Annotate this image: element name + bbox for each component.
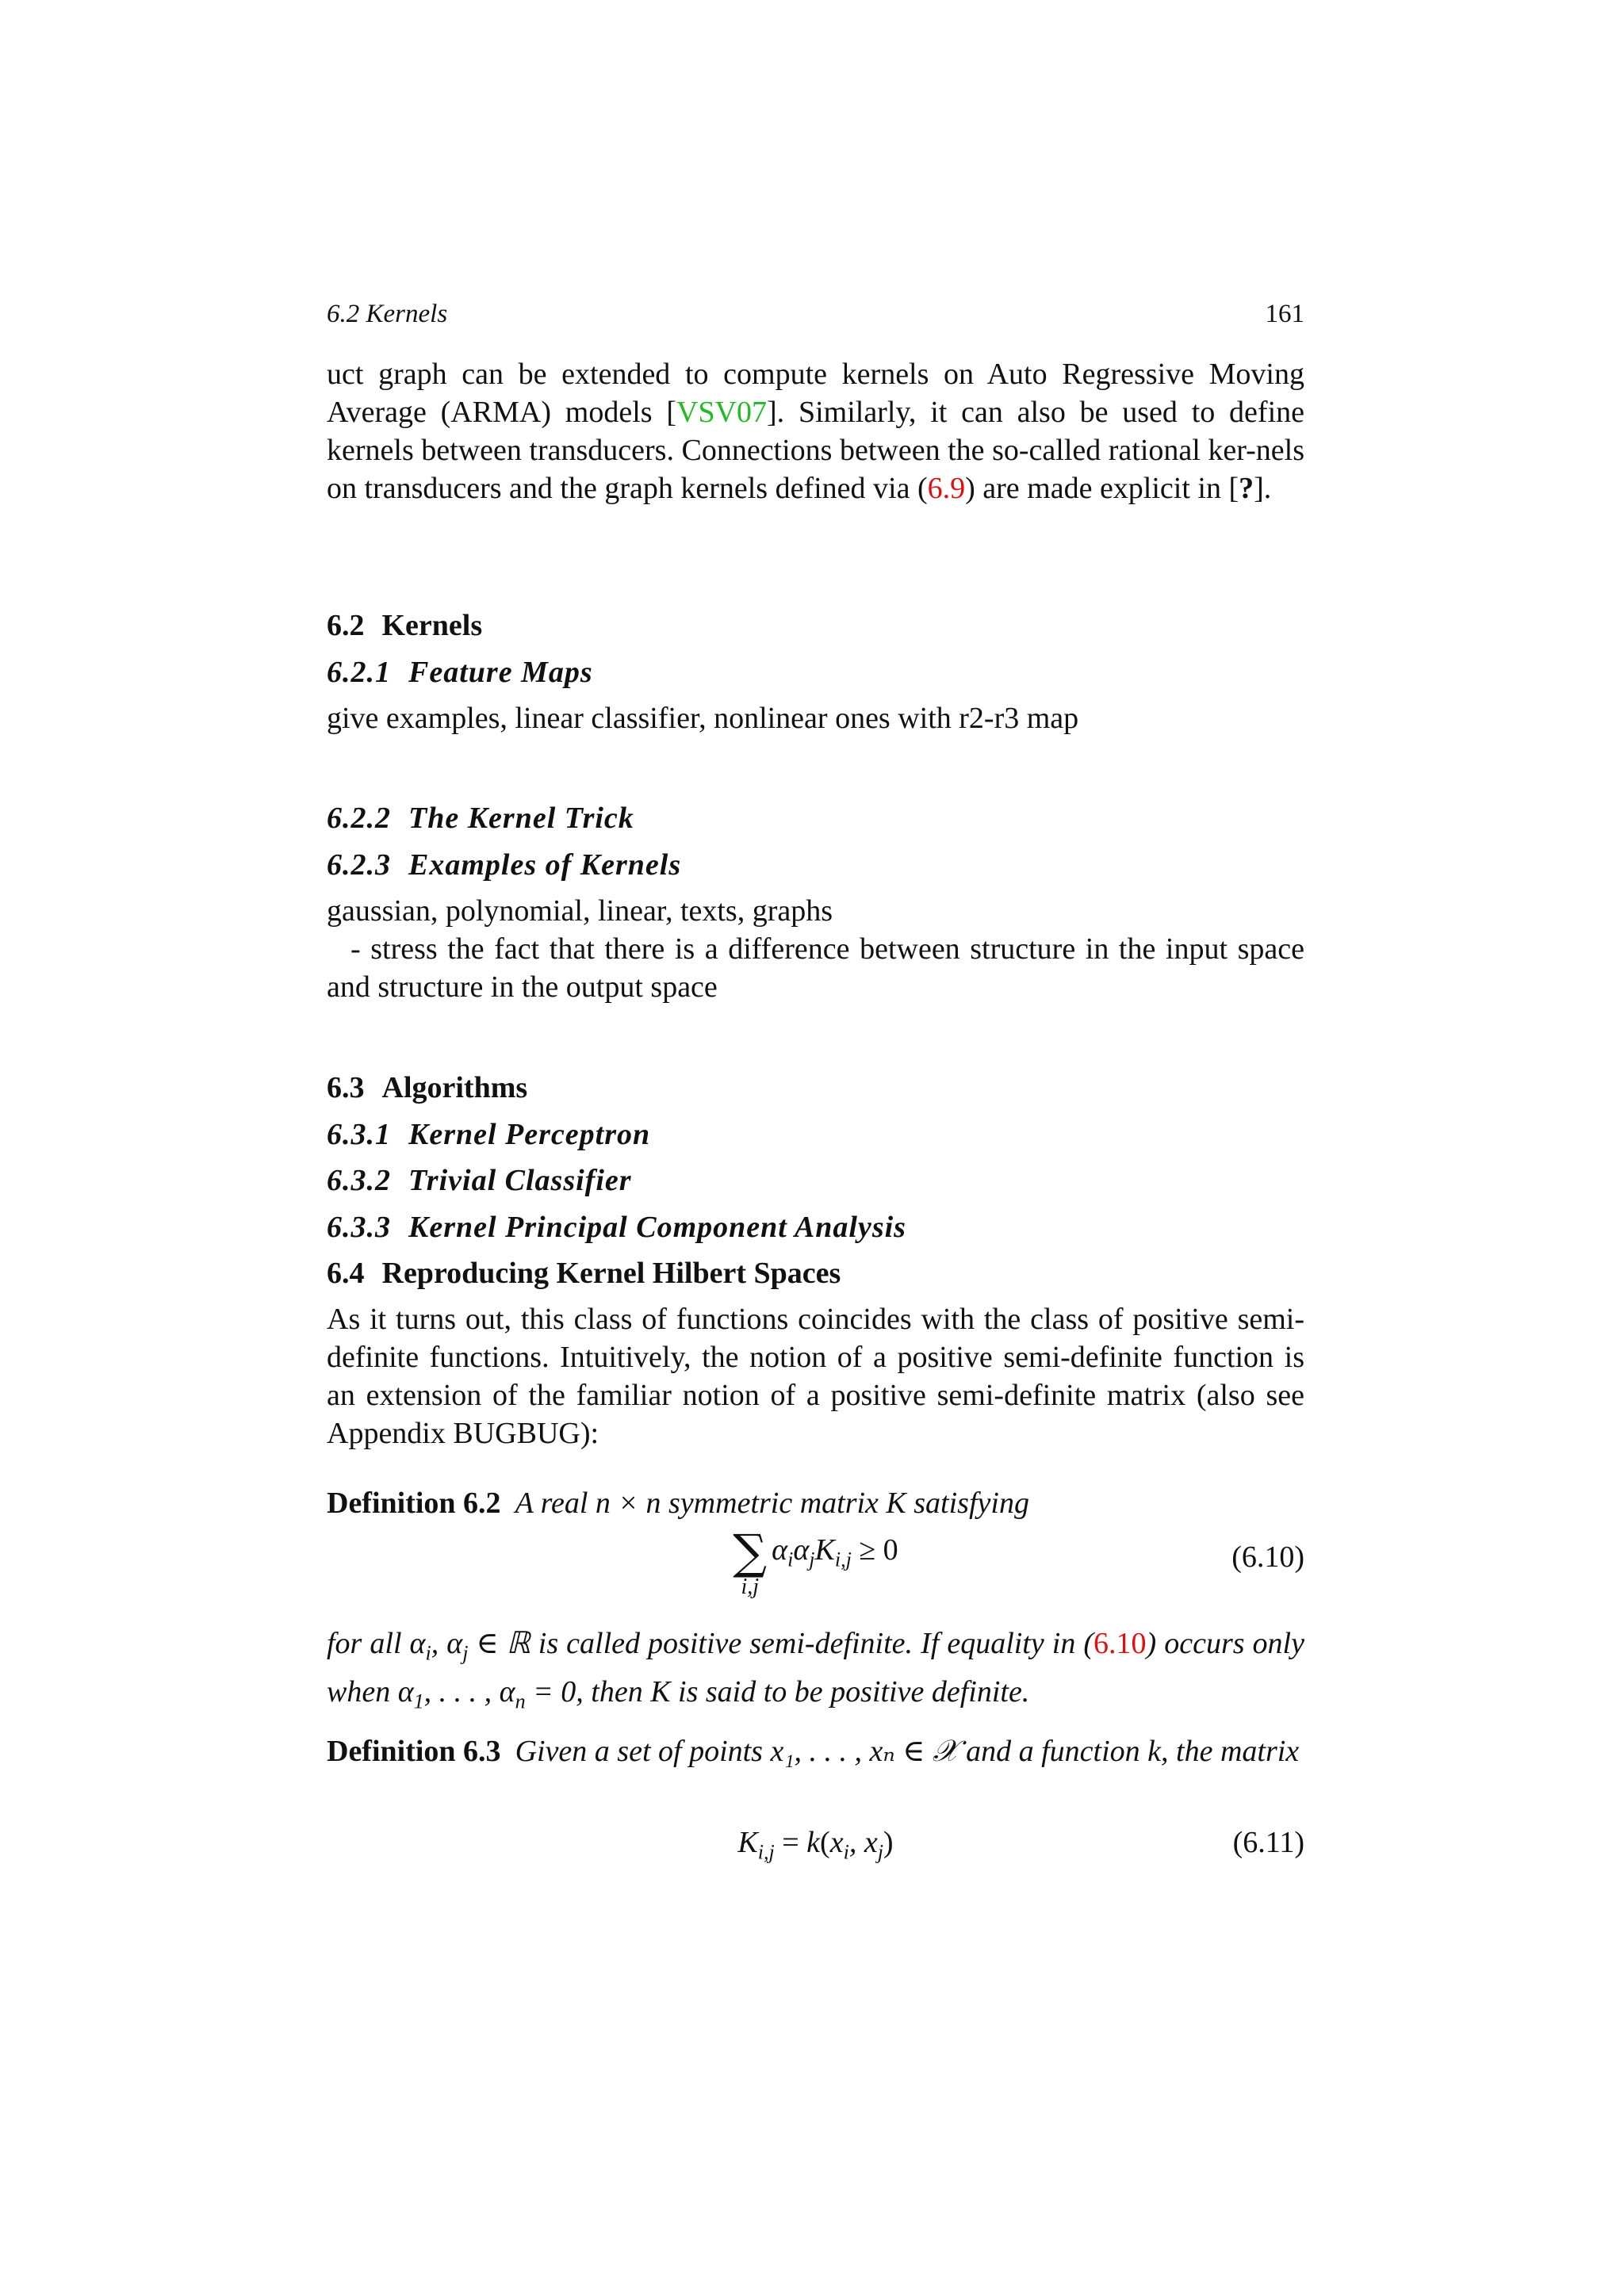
def-text-f: ) occurs only when α	[327, 1627, 1304, 1709]
page-number: 161	[1265, 300, 1304, 328]
kernel-structure-note: - stress the fact that there is a difference between structure in the input space and structure in the output space	[327, 932, 1304, 1004]
definition-6-2-text	[327, 1484, 1304, 1522]
def-text-e: ∈ ℝ is called positive semi-definite. If equality in (	[468, 1627, 1094, 1660]
citation-vsv07-link[interactable]: VSV07	[676, 396, 768, 429]
running-header	[327, 300, 1304, 338]
kernel-examples-line: gaussian, polynomial, linear, texts, graphs	[327, 894, 833, 928]
subsection-title: Kernel Principal Component Analysis	[408, 1211, 906, 1244]
definition-6-2-continuation	[327, 1624, 1304, 1720]
subsection-6-3-3-heading	[327, 1207, 1304, 1247]
equation-number-6-11: (6.11)	[1232, 1826, 1304, 1859]
subsection-title: Feature Maps	[408, 656, 593, 689]
missing-citation: ?	[1239, 472, 1254, 505]
subsection-6-3-2-heading	[327, 1161, 1304, 1200]
def-text-j: = 0, then K is said to be positive definite.	[525, 1674, 1030, 1709]
equation-6-10	[327, 1525, 1304, 1608]
rkhs-intro-paragraph: As it turns out, this class of functions coincides with the class of positive semi-definite functions. Intuitively, the notion of a positive semi-definite function is an extension of the familiar notion of a positive semi-definite matrix (also see Appendix BUGBUG):	[327, 1303, 1304, 1450]
equation-ref-6-10-link[interactable]: 6.10	[1094, 1627, 1147, 1660]
section-title: Reproducing Kernel Hilbert Spaces	[381, 1257, 841, 1290]
equation-number-6-10: (6.10)	[1231, 1540, 1304, 1574]
section-number: 6.3	[327, 1071, 365, 1104]
equation-ref-6-9-link[interactable]: 6.9	[927, 472, 966, 505]
section-6-4-heading	[327, 1253, 1304, 1293]
intro-paragraph-block	[327, 355, 1304, 507]
subsection-6-2-1-heading	[327, 652, 1304, 692]
examples-of-kernels-text-block	[327, 892, 1304, 1006]
section-title: Algorithms	[381, 1071, 528, 1104]
rkhs-intro-text-block	[327, 1300, 1304, 1452]
running-title: 6.2 Kernels	[327, 300, 448, 328]
definition-6-2-statement-text: A real n × n symmetric matrix K satisfying	[515, 1487, 1029, 1520]
intro-text-c: ) are made explicit in [	[965, 472, 1239, 505]
section-6-2-heading	[327, 606, 1304, 645]
intro-paragraph	[327, 355, 1304, 507]
subsection-title: Examples of Kernels	[408, 848, 682, 882]
definition-6-2-continuation-text	[327, 1624, 1304, 1720]
intro-text-d: ].	[1254, 472, 1272, 505]
subsection-number: 6.3.1	[327, 1118, 391, 1151]
subsection-title: Kernel Perceptron	[408, 1118, 651, 1151]
def-sub-g: 1	[413, 1689, 424, 1713]
definition-6-3-statement-text: Given a set of points x₁, . . . , xₙ ∈ 𝒳 and a function k, the matrix	[515, 1735, 1300, 1768]
equation-6-10-body: ∑ i,j $\alpha_i\alpha_jK_{i,j} \ge 0$	[733, 1525, 898, 1599]
definition-6-3-statement	[327, 1732, 1304, 1770]
summation-index: i,j	[741, 1575, 759, 1599]
section-number: 6.4	[327, 1257, 365, 1290]
feature-maps-text-block	[327, 699, 1304, 737]
subsection-number: 6.2.3	[327, 848, 391, 882]
def-sub-i: n	[515, 1689, 526, 1713]
intro-text-b: ]. Similarly, it can also be used to define kernels between transducers. Connections between the so-called rational ker-nels on transducers and the graph kernels defined via (	[327, 396, 1304, 505]
def-text-h: , . . . , α	[423, 1674, 515, 1709]
section-6-3-heading	[327, 1068, 1304, 1108]
definition-6-2-label: Definition 6.2	[327, 1487, 501, 1520]
section-title: Kernels	[381, 609, 483, 642]
subsection-6-2-2-heading	[327, 798, 1304, 838]
definition-6-3-text	[327, 1732, 1304, 1770]
section-number: 6.2	[327, 609, 365, 642]
definition-6-2-statement	[327, 1484, 1304, 1522]
subsection-title: The Kernel Trick	[408, 802, 634, 835]
subsection-6-3-1-heading	[327, 1115, 1304, 1154]
subsection-number: 6.3.2	[327, 1164, 391, 1197]
equation-6-11-body: $K_{i,j} = k(x_i$, $x_j$)	[737, 1826, 894, 1864]
summation-symbol: ∑ i,j	[733, 1525, 768, 1599]
subsection-title: Trivial Classifier	[408, 1164, 632, 1197]
feature-maps-note: give examples, linear classifier, nonlinear ones with r2-r3 map	[327, 702, 1079, 735]
subsection-number: 6.3.3	[327, 1211, 391, 1244]
definition-6-3-label: Definition 6.3	[327, 1735, 501, 1768]
subsection-6-2-3-heading	[327, 845, 1304, 885]
def-sub-b: i	[425, 1641, 431, 1665]
subsection-number: 6.2.1	[327, 656, 391, 689]
def-text-a: for all α	[327, 1627, 426, 1660]
def-text-c: , α	[431, 1627, 463, 1660]
intro-text-a: uct graph can be extended to compute kernels on Auto Regressive Moving Average (ARMA) models [	[327, 358, 1304, 429]
subsection-number: 6.2.2	[327, 802, 391, 835]
def-sub-d: j	[462, 1641, 469, 1665]
equation-6-11	[327, 1825, 1304, 1873]
